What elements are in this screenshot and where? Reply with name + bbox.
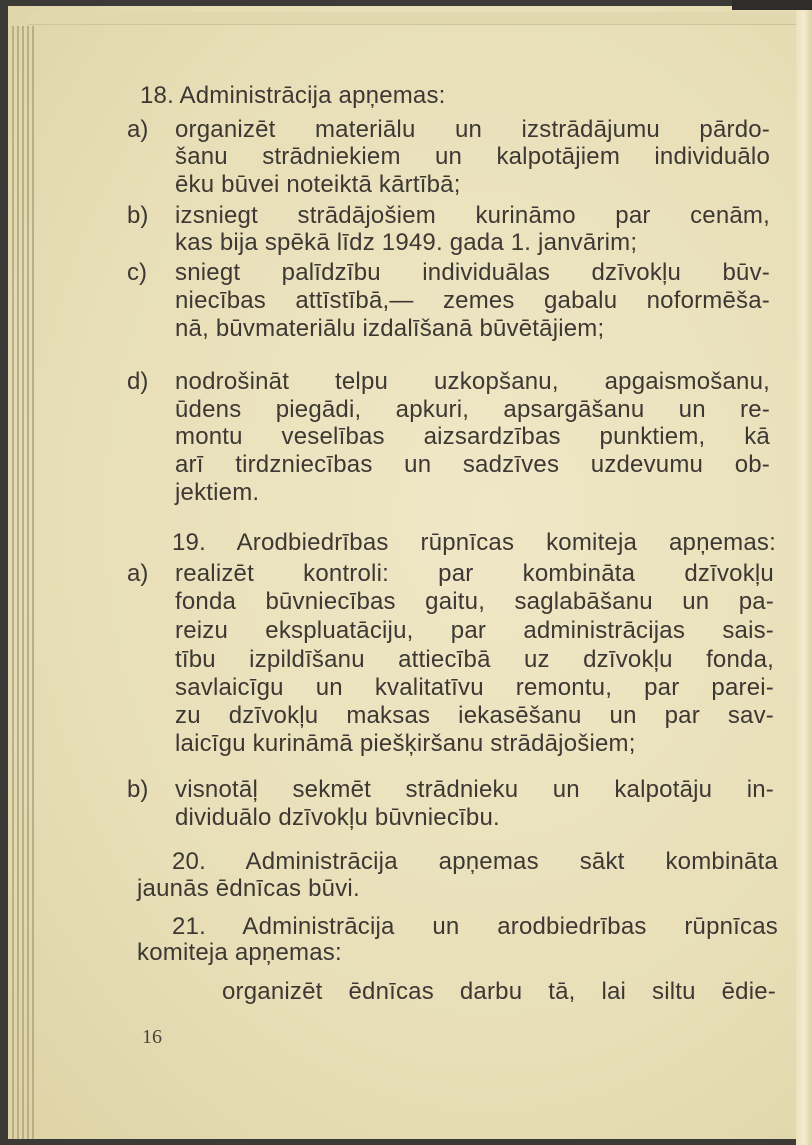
paragraph-heading-18: 18. Administrācija apņemas: [140,82,446,109]
item-line: ēku būvei noteiktā kārtībā; [175,171,461,198]
item-line: zu dzīvokļu maksas iekasēšanu un par sav- [175,702,774,729]
item-label: c) [127,259,147,286]
page-fold-shade [796,6,812,1145]
page-edge [17,26,19,1139]
item-line: savlaicīgu un kvalitatīvu remontu, par parei- [175,674,774,701]
item-line: nā, būvmateriālu izdalīšanā būvētājiem; [175,315,605,342]
page-edge [32,26,34,1139]
scan-corner [732,0,812,10]
item-label: a) [127,560,149,587]
item-line: tību izpildīšanu attiecībā uz dzīvokļu fonda, [175,646,774,673]
item-line: organizēt materiālu un izstrādājumu pārdo- [175,116,770,143]
paragraph-heading-21: 21. Administrācija un arodbiedrības rūpnīcas [172,913,778,940]
item-label: a) [127,116,149,143]
page-top-edge [28,12,812,25]
item-line: nodrošināt telpu uzkopšanu, apgaismošanu, [175,368,770,395]
item-line: kas bija spēkā līdz 1949. gada 1. janvārim; [175,229,638,256]
paragraph-heading-20: 20. Administrācija apņemas sākt kombināta [172,848,778,875]
page-edge [27,26,29,1139]
paragraph-line: organizēt ēdnīcas darbu tā, lai siltu ēdie- [222,978,776,1005]
item-line: realizēt kontroli: par kombināta dzīvokļu [175,560,774,587]
item-label: d) [127,368,149,395]
item-line: šanu strādniekiem un kalpotājiem individuālo [175,143,770,170]
item-line: reizu ekspluatāciju, par administrācijas sais- [175,617,774,644]
paragraph-line: jaunās ēdnīcas būvi. [137,875,360,902]
item-line: dividuālo dzīvokļu būvniecību. [175,804,500,831]
paragraph-heading-19: 19. Arodbiedrības rūpnīcas komiteja apņemas: [172,529,776,556]
page-number: 16 [142,1026,162,1048]
item-line: arī tirdzniecības un sadzīves uzdevumu ob- [175,451,770,478]
item-line: montu veselības aizsardzības punktiem, kā [175,423,770,450]
item-label: b) [127,202,149,229]
item-label: b) [127,776,149,803]
item-line: fonda būvniecības gaitu, saglabāšanu un pa- [175,588,774,615]
item-line: sniegt palīdzību individuālas dzīvokļu būv- [175,259,770,286]
item-line: visnotāļ sekmēt strādnieku un kalpotāju in- [175,776,774,803]
item-line: jektiem. [175,479,260,506]
page-edge [12,26,14,1139]
item-line: ūdens piegādi, apkuri, apsargāšanu un re- [175,396,770,423]
item-line: niecības attīstībā,— zemes gabalu noformēša- [175,287,770,314]
paragraph-line: komiteja apņemas: [137,939,342,966]
page-edge [22,26,24,1139]
item-line: izsniegt strādājošiem kurināmo par cenām, [175,202,770,229]
item-line: laicīgu kurināmā piešķiršanu strādājošiem; [175,730,636,757]
